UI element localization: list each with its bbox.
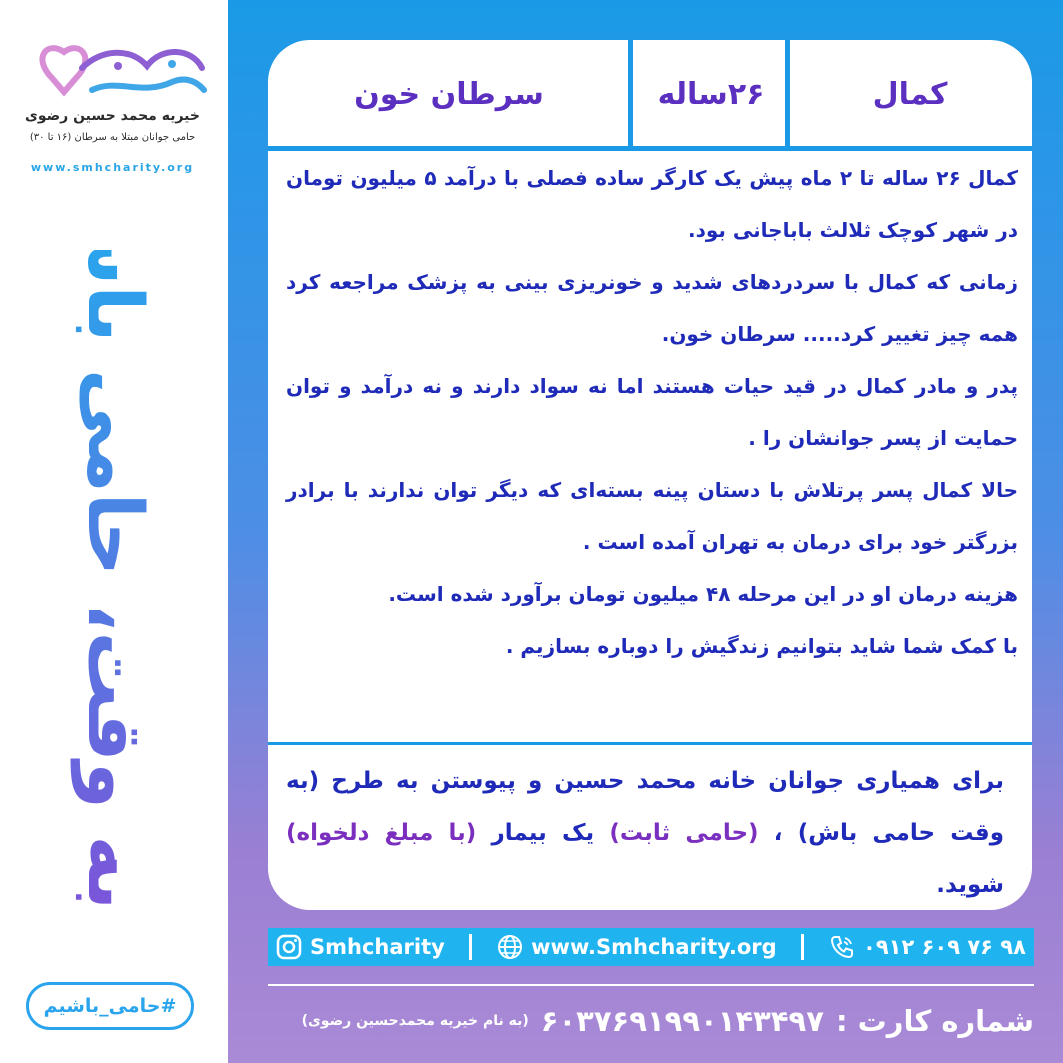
appeal-highlight: (با مبلغ دلخواه) [286, 820, 477, 846]
story-paragraph: زمانی که کمال با سردردهای شدید و خونریزی بینی به پزشک مراجعه کرد همه چیز تغییر کرد..... سرطان خون. [286, 270, 1018, 346]
card-label: شماره کارت : [835, 1004, 1034, 1038]
header-bottom-line [268, 146, 1032, 151]
story-paragraph: پدر و مادر کمال در قید حیات هستند اما نه سواد دارند و نه درآمد و توان حمایت از پسر جوانشان را . [286, 374, 1018, 450]
vertical-slogan: به وقت، حامی باش [55, 250, 175, 910]
story-card [268, 40, 1032, 910]
appeal-highlight: (حامی ثابت) [609, 820, 759, 846]
logo-subtitle: حامی جوانان مبتلا به سرطان (۱۶ تا ۳۰) [29, 132, 196, 143]
story-paragraph: حالا کمال پسر پرتلاش با دستان پینه بسته‌ای که دیگر توان ندارند با برادر بزرگتر خود برای درمان به تهران آمده است . [286, 478, 1018, 554]
hashtag-badge[interactable]: #حامی_باشیم [26, 982, 194, 1030]
patient-illness: سرطان خون [354, 76, 544, 112]
appeal-divider [268, 742, 1032, 745]
story-paragraph: کمال ۲۶ ساله تا ۲ ماه پیش یک کارگر ساده فصلی با درآمد ۵ میلیون تومان در شهر کوچک ثلالث باباجانی بود. [286, 166, 1019, 242]
instagram-icon [276, 934, 302, 960]
slogan-container [30, 180, 200, 910]
phone-icon [829, 934, 855, 960]
header-divider [628, 40, 633, 150]
appeal-part: برای همیاری جوانان خانه محمد حسین و پیوستن به طرح (به وقت حامی باش) ، [286, 768, 1005, 846]
website-link[interactable] [497, 934, 777, 960]
heart-logo-icon [22, 38, 212, 108]
story-paragraph: هزینه درمان او در این مرحله ۴۸ میلیون تومان برآورد شده است. [388, 582, 1018, 606]
phone-number: ۰۹۱۲ ۶۰۹ ۷۶ ۹۸ [863, 935, 1026, 959]
globe-icon [497, 934, 523, 960]
logo-name: خیریه محمد حسین رضوی [25, 108, 200, 124]
appeal-text [286, 755, 1004, 910]
footer-divider [268, 984, 1034, 986]
story-paragraph: با کمک شما شاید بتوانیم زندگیش را دوباره بسازیم . [505, 634, 1018, 658]
separator [801, 934, 804, 960]
logo-url[interactable]: www.smhcharity.org [30, 161, 195, 174]
instagram-handle: Smhcharity [310, 935, 445, 959]
phone-link[interactable] [829, 934, 1026, 960]
card-number[interactable]: ۶۰۳۷۶۹۱۹۹۰۱۴۳۴۹۷ [540, 1004, 824, 1038]
contact-bar [268, 928, 1034, 966]
appeal-part: یک بیمار [476, 820, 610, 846]
header-divider [785, 40, 790, 150]
story-text [286, 152, 1018, 672]
separator [469, 934, 472, 960]
card-owner: (به نام خیریه محمدحسین رضوی) [301, 1013, 529, 1029]
appeal-part: شوید. [936, 872, 1004, 898]
website-url: www.Smhcharity.org [531, 935, 777, 959]
sidebar [0, 0, 228, 1063]
patient-name: کمال [872, 76, 948, 112]
patient-age: ۲۶ساله [657, 76, 765, 112]
instagram-link[interactable] [276, 934, 445, 960]
bank-card-row [268, 996, 1034, 1046]
header-row [268, 40, 1032, 148]
